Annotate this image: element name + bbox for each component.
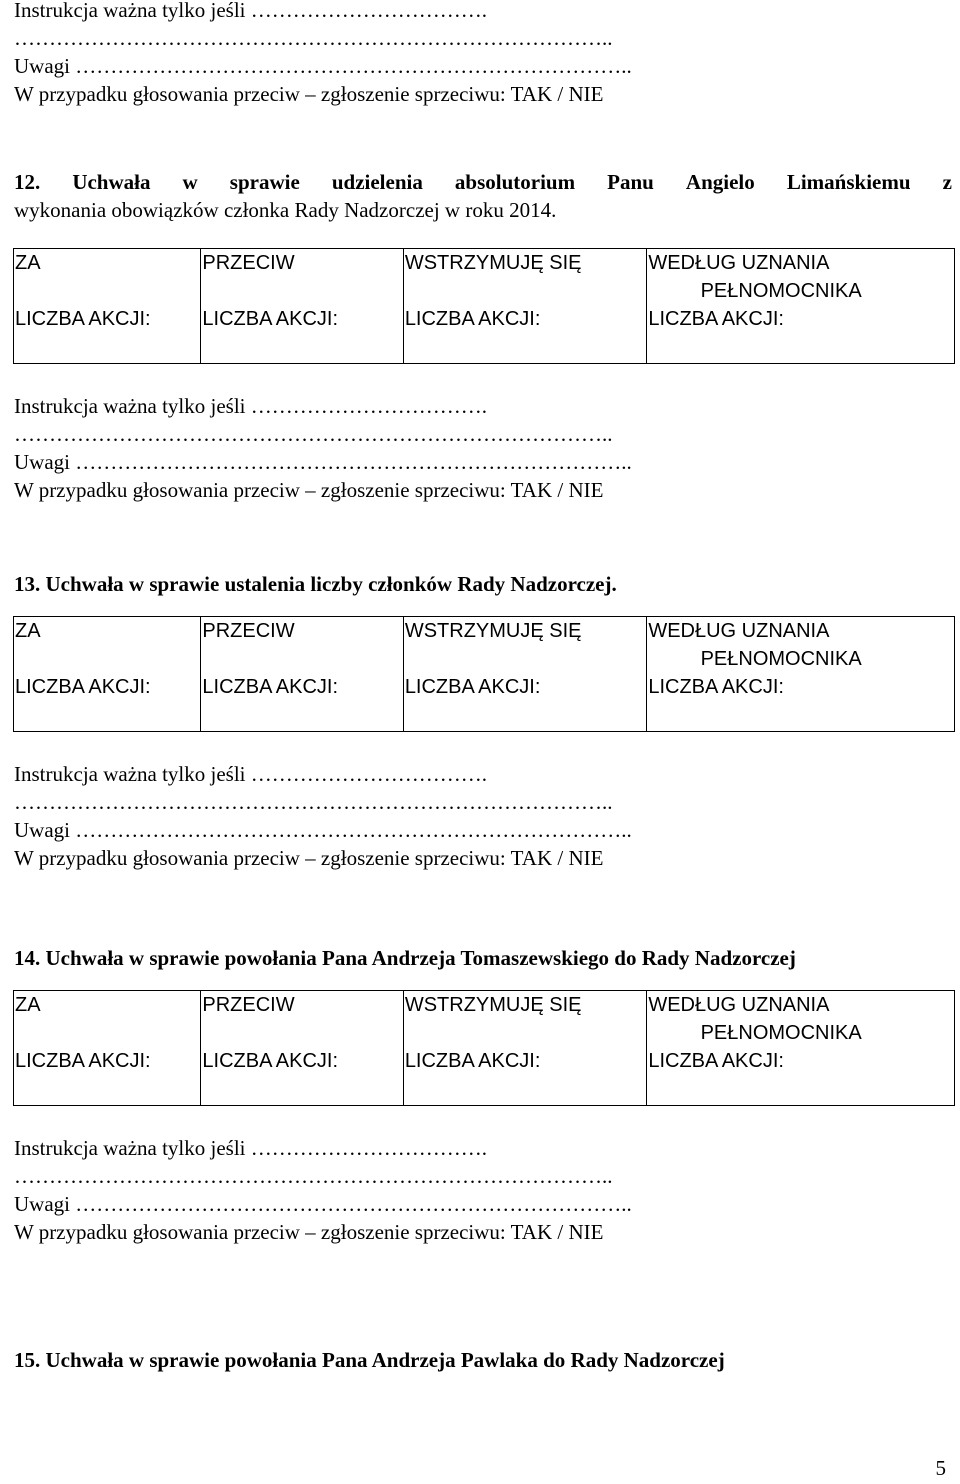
shares-label: LICZBA AKCJI: [15, 308, 151, 330]
heading-word: sprawie [229, 170, 300, 194]
heading-word: w [182, 170, 198, 194]
vote-cell-discretion[interactable] [647, 617, 955, 732]
vote-label-abstain: WSTRZYMUJĘ SIĘ [404, 994, 582, 1016]
resolution-heading-line-1 [14, 168, 952, 196]
objection-line: W przypadku głosowania przeciw – zgłoszenie sprzeciwu: TAK / NIE [14, 478, 604, 502]
heading-word: z [942, 170, 952, 194]
vote-cell-za[interactable] [14, 991, 201, 1106]
resolution-heading [14, 168, 955, 224]
heading-word: Limańskiemu [786, 170, 911, 194]
resolution-heading: 13. Uchwała w sprawie ustalenia liczby członków Rady Nadzorczej. [14, 572, 617, 596]
shares-label: LICZBA AKCJI: [202, 1050, 338, 1072]
resolution-section-15 [14, 1346, 725, 1374]
objection-line: W przypadku głosowania przeciw – zgłoszenie sprzeciwu: TAK / NIE [14, 82, 604, 106]
vote-label-przeciw: PRZECIW [202, 620, 295, 642]
resolution-section-13 [14, 570, 955, 872]
vote-cell-przeciw[interactable] [201, 249, 403, 364]
vote-table [13, 616, 955, 732]
remarks-line: Uwagi …………………………………………………………………….. [14, 1192, 632, 1216]
instruction-line: Instrukcja ważna tylko jeśli ……………………………. [14, 1136, 488, 1160]
instruction-continuation: ………………………………………………………………………….. [14, 790, 613, 814]
heading-word: 12. [14, 170, 41, 194]
resolution-heading: 14. Uchwała w sprawie powołania Pana Andrzeja Tomaszewskiego do Rady Nadzorczej [14, 946, 796, 970]
vote-cell-discretion[interactable] [647, 249, 955, 364]
vote-label-discretion: WEDŁUG UZNANIA [648, 994, 830, 1016]
shares-label: LICZBA AKCJI: [404, 308, 541, 330]
vote-label-przeciw: PRZECIW [202, 994, 295, 1016]
vote-label-za: ZA [15, 994, 41, 1016]
resolution-heading: 15. Uchwała w sprawie powołania Pana Andrzeja Pawlaka do Rady Nadzorczej [14, 1348, 725, 1372]
remarks-line: Uwagi …………………………………………………………………….. [14, 450, 632, 474]
heading-word: Uchwała [72, 170, 151, 194]
shares-label: LICZBA AKCJI: [15, 676, 151, 698]
vote-label-przeciw: PRZECIW [202, 252, 295, 274]
vote-table [13, 248, 955, 364]
objection-line: W przypadku głosowania przeciw – zgłoszenie sprzeciwu: TAK / NIE [14, 1220, 604, 1244]
heading-word: Angielo [685, 170, 755, 194]
vote-label-proxy: PEŁNOMOCNIKA [700, 280, 862, 302]
top-instruction-block [14, 0, 632, 108]
shares-label: LICZBA AKCJI: [202, 676, 338, 698]
heading-word: absolutorium [454, 170, 576, 194]
vote-label-proxy: PEŁNOMOCNIKA [700, 648, 862, 670]
shares-label: LICZBA AKCJI: [404, 1050, 541, 1072]
resolution-section-14 [14, 944, 955, 1246]
vote-label-proxy: PEŁNOMOCNIKA [700, 1022, 862, 1044]
vote-cell-za[interactable] [14, 617, 201, 732]
vote-cell-wstrzymuje[interactable] [403, 249, 647, 364]
vote-cell-przeciw[interactable] [201, 617, 403, 732]
shares-label: LICZBA AKCJI: [648, 308, 784, 330]
shares-label: LICZBA AKCJI: [15, 1050, 151, 1072]
vote-label-za: ZA [15, 252, 41, 274]
vote-cell-wstrzymuje[interactable] [403, 617, 647, 732]
instruction-line: Instrukcja ważna tylko jeśli ……………………………. [14, 762, 488, 786]
resolution-heading-line-2: wykonania obowiązków członka Rady Nadzorczej w roku 2014. [14, 198, 557, 222]
vote-cell-za[interactable] [14, 249, 201, 364]
remarks-line: Uwagi …………………………………………………………………….. [14, 54, 632, 78]
instruction-line: Instrukcja ważna tylko jeśli ……………………………. [14, 394, 488, 418]
objection-line: W przypadku głosowania przeciw – zgłoszenie sprzeciwu: TAK / NIE [14, 846, 604, 870]
instruction-line: Instrukcja ważna tylko jeśli ……………………………. [14, 0, 488, 22]
vote-label-discretion: WEDŁUG UZNANIA [648, 252, 830, 274]
page-number: 5 [935, 1456, 946, 1480]
heading-word: udzielenia [331, 170, 423, 194]
vote-label-abstain: WSTRZYMUJĘ SIĘ [404, 620, 582, 642]
shares-label: LICZBA AKCJI: [648, 676, 784, 698]
shares-label: LICZBA AKCJI: [404, 676, 541, 698]
resolution-section-12 [14, 168, 955, 504]
vote-table [13, 990, 955, 1106]
vote-label-discretion: WEDŁUG UZNANIA [648, 620, 830, 642]
instruction-continuation: ………………………………………………………………………….. [14, 1164, 613, 1188]
shares-label: LICZBA AKCJI: [202, 308, 338, 330]
vote-label-za: ZA [15, 620, 41, 642]
vote-label-abstain: WSTRZYMUJĘ SIĘ [404, 252, 582, 274]
heading-word: Panu [607, 170, 654, 194]
vote-cell-wstrzymuje[interactable] [403, 991, 647, 1106]
instruction-continuation: ………………………………………………………………………….. [14, 26, 613, 50]
vote-cell-discretion[interactable] [647, 991, 955, 1106]
remarks-line: Uwagi …………………………………………………………………….. [14, 818, 632, 842]
instruction-continuation: ………………………………………………………………………….. [14, 422, 613, 446]
shares-label: LICZBA AKCJI: [648, 1050, 784, 1072]
vote-cell-przeciw[interactable] [201, 991, 403, 1106]
